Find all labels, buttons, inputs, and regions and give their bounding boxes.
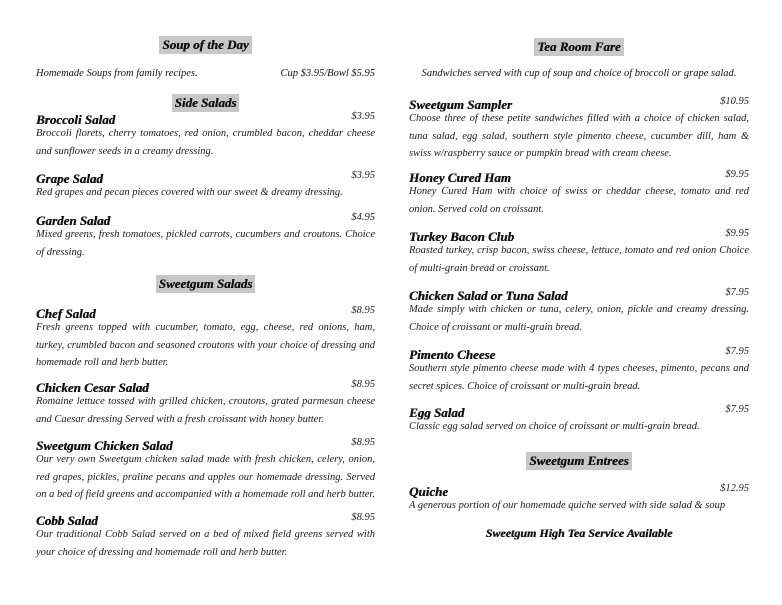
item-description: Classic egg salad served on choice of croissant or multi-grain bread. (409, 421, 700, 432)
item-description: Choose three of these petite sandwiches filled with a choice of chicken salad, tuna salad, egg salad, southern style pimento cheese, cucumber dill, ham & swiss w/raspberry sauce or pumpkin bread with cream cheese. (409, 113, 749, 159)
item-description: Honey Cured Ham with choice of swiss or cheddar cheese, tomato and red onion. Served cold on croissant. (409, 186, 749, 215)
item-price: $7.95 (725, 287, 749, 298)
item-description: Red grapes and pecan pieces covered with our sweet & dreamy dressing. (36, 187, 343, 198)
item-name: Grape Salad (36, 171, 103, 186)
section-heading-tea-room: Tea Room Fare (409, 36, 749, 56)
item-price: $8.95 (351, 379, 375, 390)
menu-item (36, 510, 375, 561)
menu-item (409, 167, 749, 218)
item-description: Our very own Sweetgum chicken salad made with fresh chicken, celery, onion, red grapes, pickles, praline pecans and apples our homemade dressing. Served on a bed of field greens and accompanied with a homemade roll and herb butter. (36, 454, 375, 500)
item-price: $9.95 (725, 169, 749, 180)
section-heading-sweetgum-salads: Sweetgum Salads (36, 273, 375, 293)
menu-item (409, 481, 749, 515)
item-name: Garden Salad (36, 213, 111, 228)
tea-room-note: Sandwiches served with cup of soup and choice of broccoli or grape salad. (421, 68, 737, 79)
item-name: Turkey Bacon Club (409, 229, 514, 244)
item-price: $3.95 (351, 111, 375, 122)
item-name: Broccoli Salad (36, 112, 116, 127)
section-heading-entrees: Sweetgum Entrees (409, 450, 749, 470)
item-name: Quiche (409, 484, 448, 499)
item-price: $8.95 (351, 512, 375, 523)
section-heading-side-salads: Side Salads (36, 92, 375, 112)
item-description: Made simply with chicken or tuna, celery, onion, pickle and creamy dressing. Choice of croissant or multi-grain bread. (409, 304, 749, 333)
item-description: Broccoli florets, cherry tomatoes, red onion, crumbled bacon, cheddar cheese and sunflower seeds in a creamy dressing. (36, 128, 375, 157)
item-name: Honey Cured Ham (409, 170, 511, 185)
item-price: $3.95 (351, 170, 375, 181)
item-price: $7.95 (725, 404, 749, 415)
menu-item (409, 226, 749, 277)
item-name: Chicken Cesar Salad (36, 380, 149, 395)
menu-item (36, 109, 375, 160)
menu-item (36, 210, 375, 261)
menu-item (409, 285, 749, 336)
item-name: Chef Salad (36, 306, 96, 321)
item-name: Cobb Salad (36, 513, 98, 528)
item-description: Mixed greens, fresh tomatoes, pickled carrots, cucumbers and croutons. Choice of dressing. (36, 229, 375, 258)
item-description: Southern style pimento cheese made with 4 types cheeses, pimento, pecans and secret spices. Choice of croissant or multi-grain bread. (409, 363, 749, 392)
item-description: Fresh greens topped with cucumber, tomato, egg, cheese, red onions, ham, turkey, crumbled bacon and seasoned croutons with your choice of dressing and homemade roll and herb butter. (36, 322, 375, 368)
item-name: Sweetgum Sampler (409, 97, 512, 112)
item-price: $7.95 (725, 346, 749, 357)
item-price: $4.95 (351, 212, 375, 223)
item-name: Pimento Cheese (409, 347, 496, 362)
high-tea-footer: Sweetgum High Tea Service Available (485, 526, 673, 540)
menu-item (409, 344, 749, 395)
item-price: $9.95 (725, 228, 749, 239)
item-name: Sweetgum Chicken Salad (36, 438, 173, 453)
item-price: $12.95 (720, 483, 749, 494)
item-description: Romaine lettuce tossed with grilled chicken, croutons, grated parmesan cheese and Caesar dressing Served with a fresh croissant with honey butter. (36, 396, 375, 425)
menu-item (36, 168, 375, 202)
item-name: Chicken Salad or Tuna Salad (409, 288, 568, 303)
item-description: A generous portion of our homemade quiche served with side salad & soup (409, 500, 726, 511)
section-heading-soup: Soup of the Day (36, 34, 375, 54)
menu-item (36, 377, 375, 428)
menu-item (409, 94, 749, 163)
item-description: Roasted turkey, crisp bacon, swiss cheese, lettuce, tomato and red onion Choice of multi-grain bread or croissant. (409, 245, 749, 274)
soup-description: Homemade Soups from family recipes. (36, 68, 198, 79)
item-description: Our traditional Cobb Salad served on a bed of mixed field greens served with your choice of dressing and homemade roll and herb butter. (36, 529, 375, 558)
item-price: $8.95 (351, 437, 375, 448)
menu-item (409, 402, 749, 436)
item-name: Egg Salad (409, 405, 465, 420)
soup-note (36, 67, 375, 80)
menu-item (36, 435, 375, 504)
menu-item (36, 303, 375, 372)
item-price: $10.95 (720, 96, 749, 107)
soup-price: Cup $3.95/Bowl $5.95 (280, 68, 375, 79)
item-price: $8.95 (351, 305, 375, 316)
